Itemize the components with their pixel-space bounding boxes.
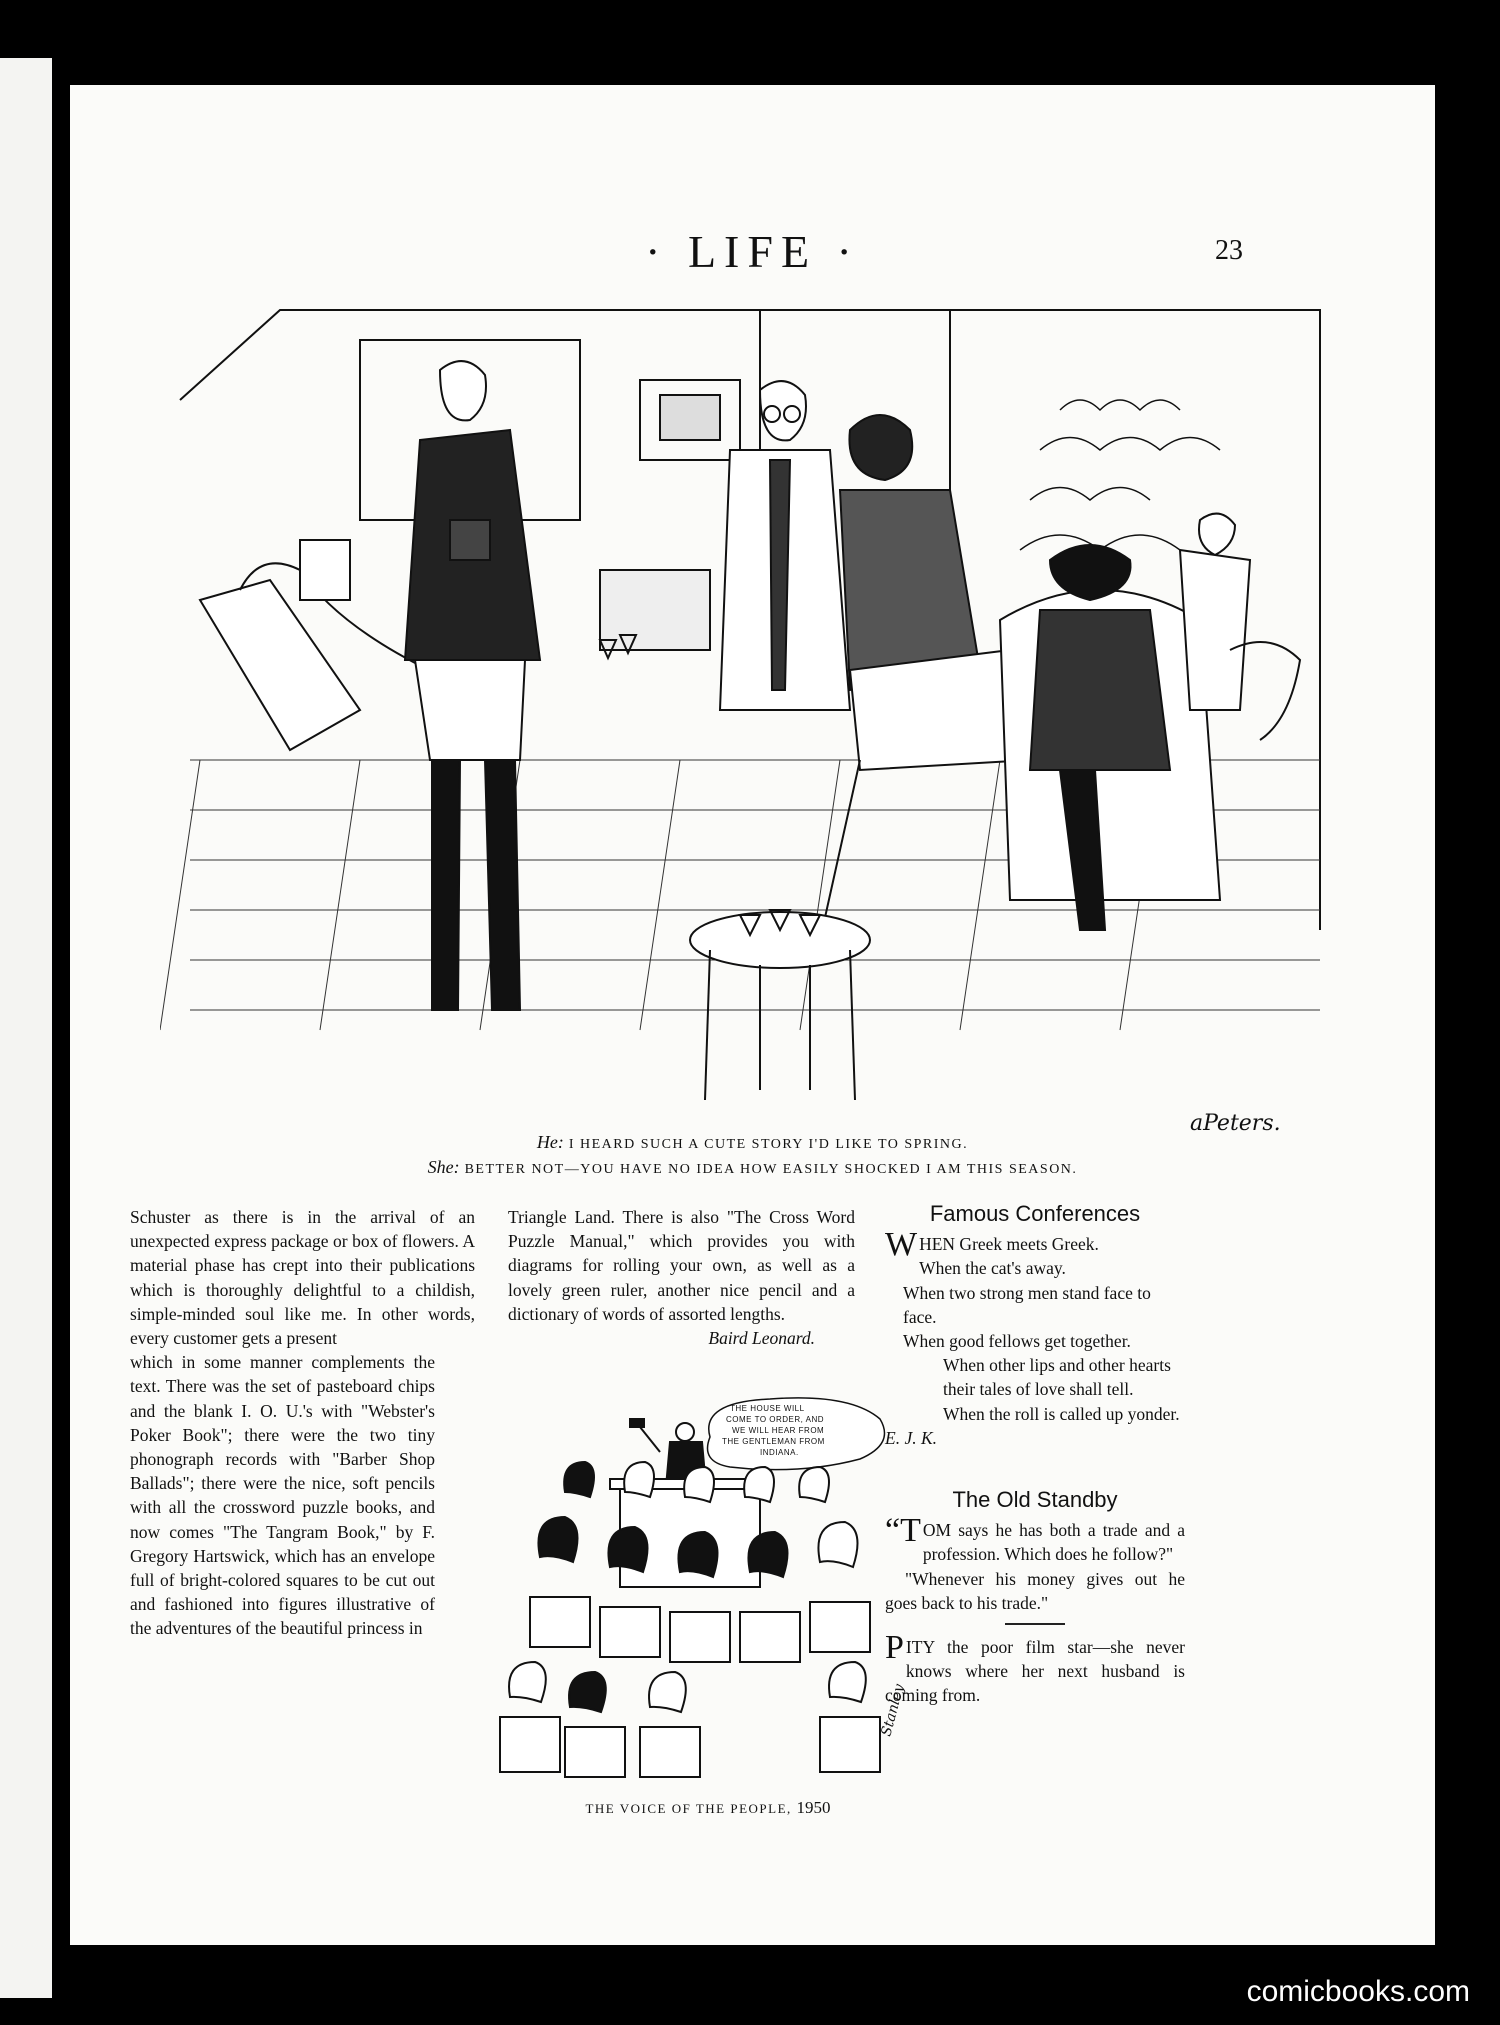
main-cartoon-signature: aPeters.: [1190, 1111, 1281, 1136]
magazine-page: [70, 85, 1435, 1945]
famous-conferences-poem: [885, 1226, 1185, 1450]
voice-cartoon-signature: Stanley: [878, 1682, 908, 1739]
poem-signature: E. J. K.: [885, 1427, 938, 1448]
old-standby-text-1: OM says he has both a trade and a profession. Which does he follow?": [922, 1520, 1185, 1565]
old-standby-dropcap: “T: [885, 1512, 921, 1550]
caption-speaker-she: She:: [427, 1157, 460, 1177]
pity-dropcap: P: [885, 1629, 904, 1667]
voice-of-the-people-cartoon: [470, 1397, 950, 1792]
pity-paragraph: [885, 1629, 1185, 1708]
poem-line-3: When two strong men stand face to face.: [903, 1282, 1151, 1327]
poem-dropcap: W: [885, 1226, 918, 1264]
poem-line-5: When other lips and other hearts their tales of love shall tell.: [943, 1355, 1171, 1400]
article-column-2: [508, 1205, 855, 1350]
poem-line-6: When the roll is called up yonder.: [943, 1403, 1180, 1424]
article-signature: Baird Leonard.: [708, 1328, 815, 1349]
article-column-2-text: Triangle Land. There is also "The Cross Word Puzzle Manual," which provides you with diagrams for rolling your own, as well as a lovely green ruler, another nice pencil and a dictionary of words of assorted lengths.: [508, 1207, 855, 1324]
article-column-1-narrow-text: which in some manner complements the text. There was the set of pasteboard chips and the blank I. O. U.'s with "Webster's Poker Book"; there were the two tiny phonograph records with "Barber Shop Ballads"; there were the nice, soft pencils with all the crossword puzzle books, and now comes "The Tangram Book," by F. Gregory Hartswick, which has an envelope full of bright-colored squares to be cut out and fashioned into figures illustrative of the adventures of the beautiful princess in: [130, 1352, 435, 1639]
masthead: · LIFE ·: [645, 226, 860, 277]
famous-conferences-heading: Famous Conferences: [929, 1201, 1141, 1226]
pity-text: ITY the poor film star—she never knows where her next husband is coming from.: [885, 1637, 1185, 1706]
poem-line-2: When the cat's away.: [919, 1258, 1066, 1279]
voice-cartoon-caption-text: THE VOICE OF THE PEOPLE,: [585, 1801, 792, 1816]
main-cartoon-caption-line1: [70, 1132, 1435, 1153]
page-number: 23: [1215, 235, 1243, 266]
balloon-line-1: THE HOUSE WILL: [730, 1404, 805, 1413]
caption-text-she: BETTER NOT—YOU HAVE NO IDEA HOW EASILY SHOCKED I AM THIS SEASON.: [464, 1162, 1078, 1177]
old-standby-heading: The Old Standby: [952, 1487, 1118, 1513]
old-standby-text-2: "Whenever his money gives out he goes back to his trade.": [885, 1568, 1185, 1613]
caption-text-he: I HEARD SUCH A CUTE STORY I'D LIKE TO SPRING.: [568, 1137, 969, 1152]
article-column-1: [130, 1205, 475, 1641]
balloon-line-4: THE GENTLEMAN FROM: [722, 1437, 825, 1446]
poem-line-4: When good fellows get together.: [903, 1331, 1131, 1352]
article-column-3: [885, 1202, 1185, 1708]
balloon-line-3: WE WILL HEAR FROM: [732, 1426, 825, 1435]
old-standby-paragraph-1: [885, 1512, 1185, 1566]
watermark: comicbooks.com: [1246, 1975, 1470, 2008]
section-divider: [1005, 1623, 1065, 1625]
main-cartoon-illustration: [160, 290, 1330, 1190]
balloon-line-5: INDIANA.: [760, 1448, 799, 1457]
poem-line-1: HEN Greek meets Greek.: [919, 1234, 1099, 1255]
balloon-line-2: COME TO ORDER, AND: [726, 1415, 825, 1424]
voice-cartoon-caption: [478, 1798, 938, 1818]
main-cartoon-caption-line2: [70, 1157, 1435, 1178]
caption-speaker-he: He:: [536, 1132, 564, 1152]
adjacent-page-edge: [0, 58, 52, 1998]
article-column-1-wide-text: Schuster as there is in the arrival of an unexpected express package or box of flowers. A material phase has crept into their publications which is thoroughly delightful to a childish, simple-minded soul like me. In other words, every customer gets a present: [130, 1207, 475, 1349]
voice-cartoon-caption-year: 1950: [796, 1798, 831, 1817]
